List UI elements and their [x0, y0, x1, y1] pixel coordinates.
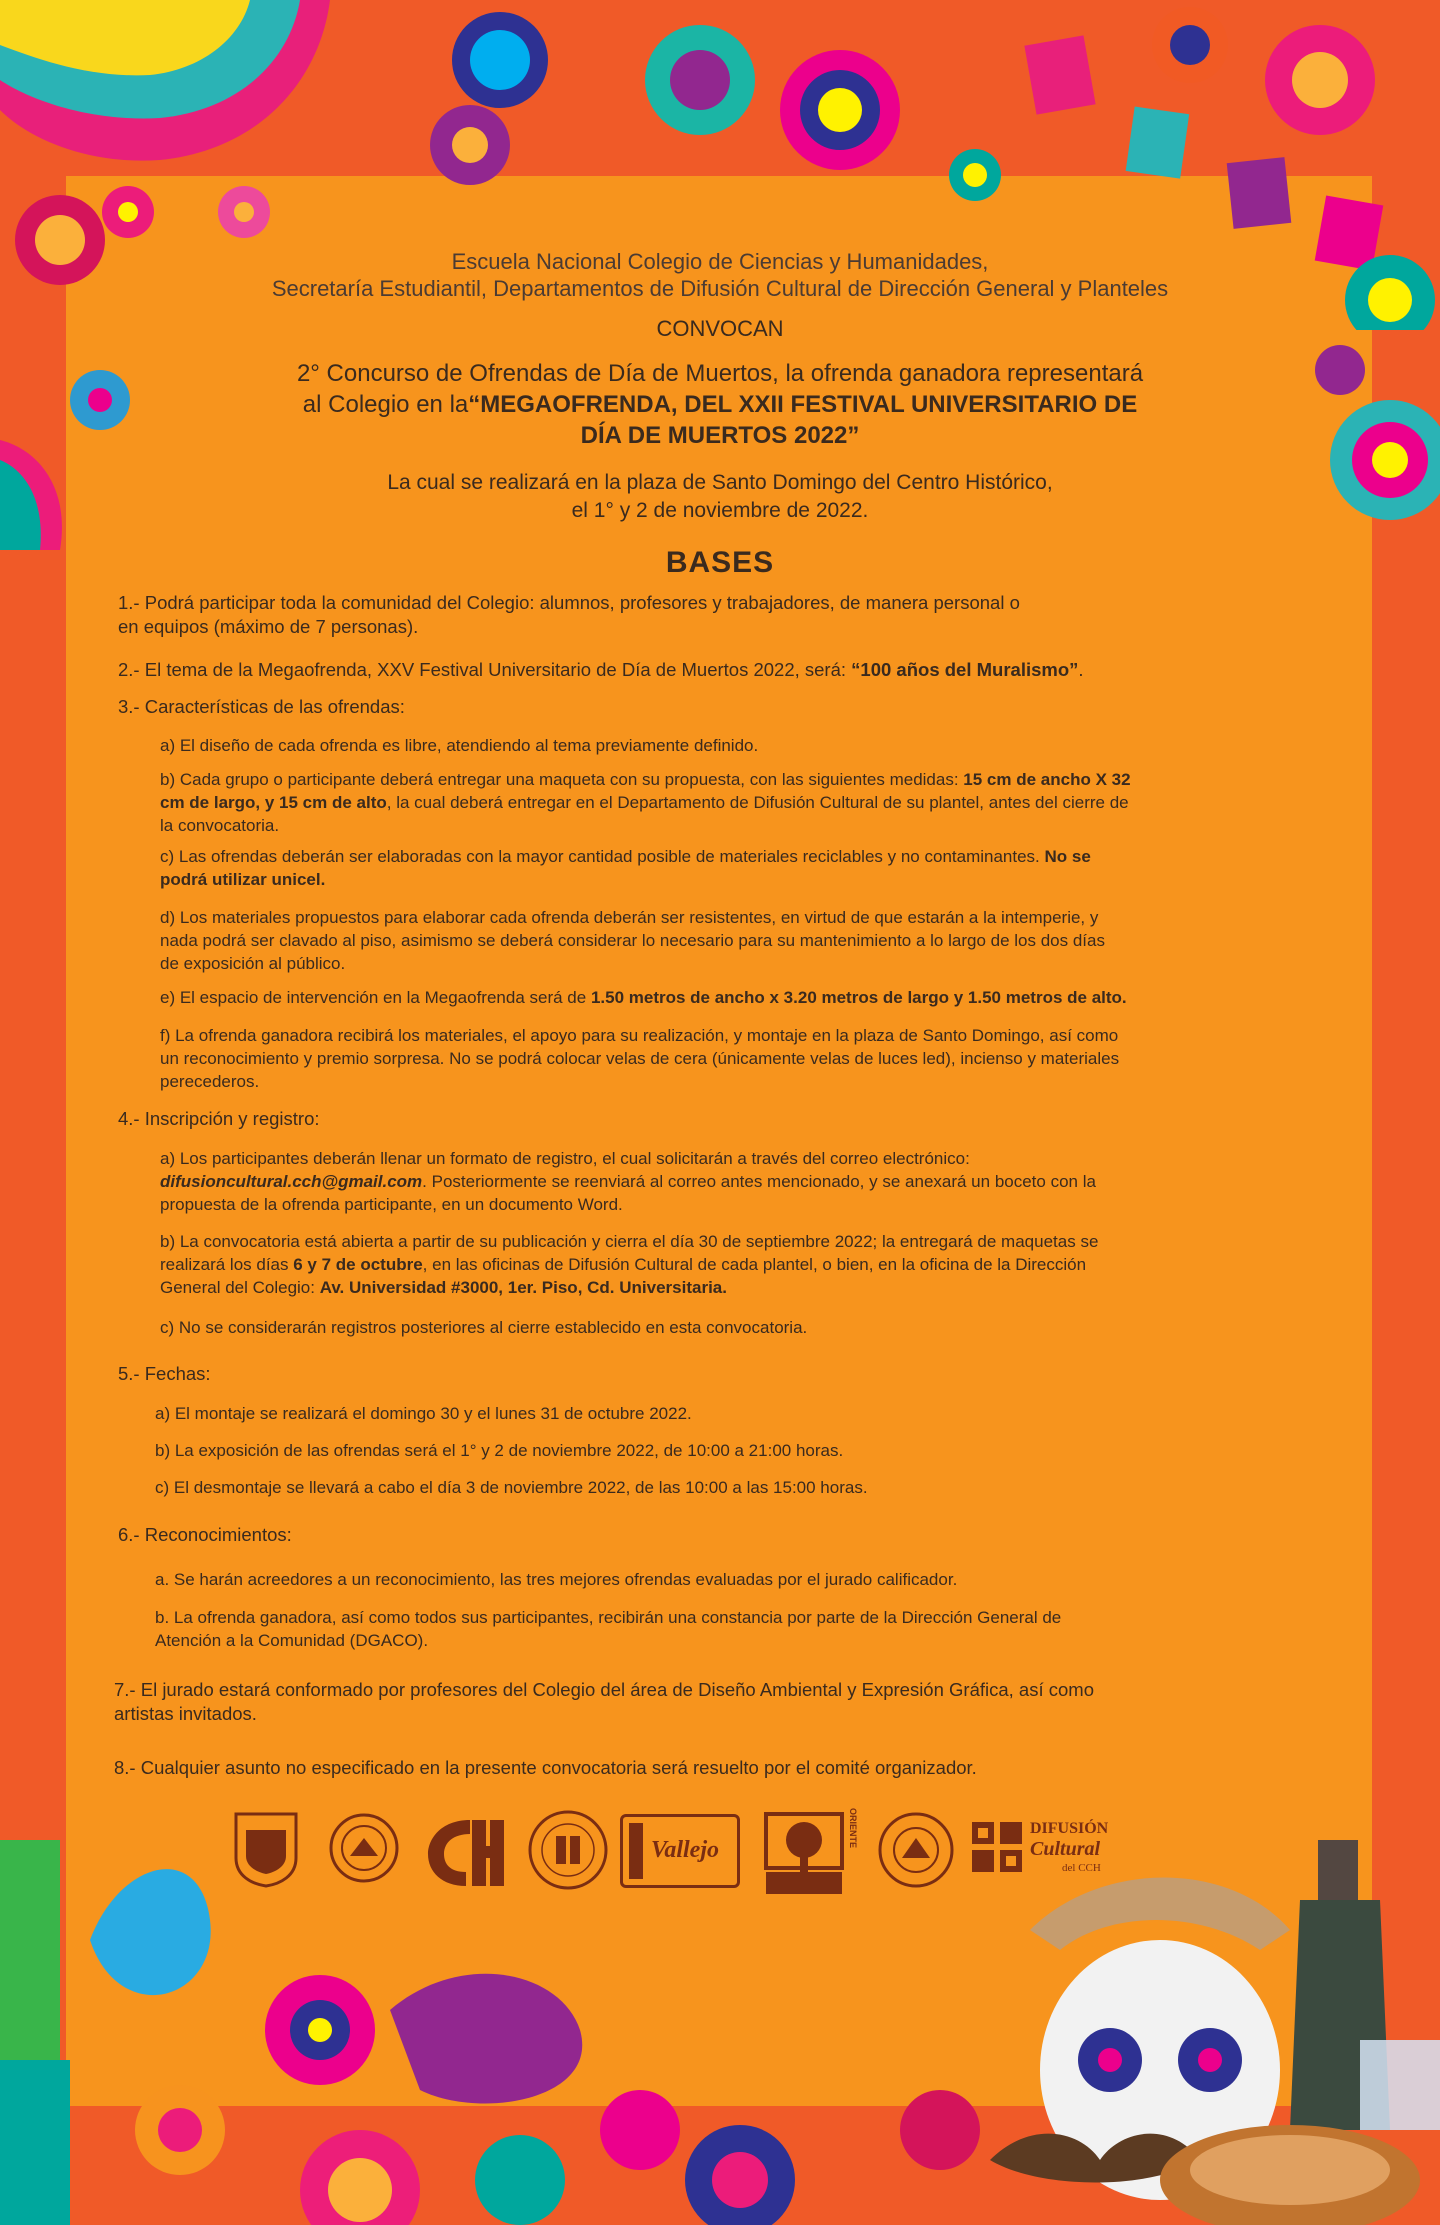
- base-3b: [160, 768, 1131, 837]
- base-3b-line-1-bold: 15 cm de ancho X 32: [963, 770, 1131, 789]
- difusion-cultural-mark: [970, 1820, 1026, 1880]
- organizer-line-1: Escuela Nacional Colegio de Ciencias y Humanidades,: [451, 249, 989, 274]
- base-4b-line-1: b) La convocatoria está abierta a partir de su publicación y cierra el día 30 de septiembre 2022; la entregará de maquetas se: [160, 1232, 1099, 1251]
- base-5a: a) El montaje se realizará el domingo 30 y el lunes 31 de octubre 2022.: [155, 1404, 692, 1423]
- cultural-label: Cultural: [1030, 1838, 1101, 1860]
- institution-logos: [230, 1808, 1110, 1908]
- base-3d-line-1: d) Los materiales propuestos para elaborar cada ofrenda deberán ser resistentes, en virtud de que estarán a la intemperie, y: [160, 908, 1099, 927]
- base-3c-line-1-plain: c) Las ofrendas deberán ser elaboradas con la mayor cantidad posible de materiales reciclables y no contaminantes.: [160, 847, 1045, 866]
- base-3b-line-2: [160, 791, 1131, 814]
- naucalpan-logo: [526, 1808, 610, 1892]
- base-3e: [160, 986, 1127, 1009]
- base-3f-line-3: perecederos.: [160, 1072, 260, 1091]
- base-2-end: .: [1078, 659, 1084, 680]
- base-3c-line-2: [160, 868, 1091, 891]
- base-3e-plain: e) El espacio de intervención en la Megaofrenda será de: [160, 988, 591, 1007]
- base-3c-line-1: [160, 845, 1091, 868]
- event-location: [260, 469, 1180, 525]
- base-4b-line-3-plain: General del Colegio:: [160, 1278, 320, 1297]
- base-4b-line-2: [160, 1253, 1098, 1276]
- base-3c: [160, 845, 1091, 891]
- base-4b-line-3-bold: Av. Universidad #3000, 1er. Piso, Cd. Universitaria.: [319, 1278, 727, 1297]
- base-4a-line-1: a) Los participantes deberán llenar un formato de registro, el cual solicitarán a través del correo electrónico:: [160, 1149, 970, 1168]
- base-4a-line-2: [160, 1170, 1096, 1193]
- cch-logo: [420, 1812, 510, 1892]
- title-line-2-bold: “MEGAOFRENDA, DEL XXII FESTIVAL UNIVERSITARIO DE: [468, 391, 1138, 418]
- base-4-title: 4.- Inscripción y registro:: [118, 1108, 320, 1129]
- base-1: [118, 591, 1020, 639]
- base-3c-line-2-bold: podrá utilizar unicel.: [160, 870, 326, 889]
- vallejo-logo-text: Vallejo: [651, 1837, 720, 1863]
- location-line-1: La cual se realizará en la plaza de Santo Domingo del Centro Histórico,: [387, 471, 1053, 494]
- base-3c-line-1-bold: No se: [1044, 847, 1091, 866]
- base-1-line-2: en equipos (máximo de 7 personas).: [118, 616, 419, 637]
- base-3f-line-1: f) La ofrenda ganadora recibirá los materiales, el apoyo para su realización, y montaje en la plaza de Santo Domingo, así como: [160, 1026, 1119, 1045]
- base-3a: a) El diseño de cada ofrenda es libre, atendiendo al tema previamente definido.: [160, 736, 759, 755]
- base-1-line-1: 1.- Podrá participar toda la comunidad del Colegio: alumnos, profesores y trabajadores, de manera personal o: [118, 592, 1020, 613]
- location-line-2: el 1° y 2 de noviembre de 2022.: [571, 499, 869, 522]
- base-8: 8.- Cualquier asunto no especificado en la presente convocatoria será resuelto por el comité organizador.: [114, 1757, 977, 1778]
- vallejo-logo-bars: [629, 1823, 643, 1879]
- base-4b-line-2-plain-2: , en las oficinas de Difusión Cultural de cada plantel, o bien, en la oficina de la Dirección: [422, 1255, 1087, 1274]
- base-3b-line-3: la convocatoria.: [160, 816, 280, 835]
- base-4a-line-3: propuesta de la ofrenda participante, en un documento Word.: [160, 1195, 623, 1214]
- contact-email: difusioncultural.cch@gmail.com: [160, 1172, 423, 1191]
- title-line-3: [190, 420, 1250, 451]
- title-line-2-plain: al Colegio en la: [302, 391, 469, 418]
- base-3d-line-3: de exposición al público.: [160, 954, 346, 973]
- base-6b-line-1: b. La ofrenda ganadora, así como todos sus participantes, recibirán una constancia por parte de la Dirección General de: [155, 1608, 1062, 1627]
- base-4b-line-2-bold: 6 y 7 de octubre: [293, 1255, 423, 1274]
- base-6b-line-2: Atención a la Comunidad (DGACO).: [155, 1631, 429, 1650]
- base-5-title: 5.- Fechas:: [118, 1363, 211, 1384]
- base-3f: [160, 1024, 1119, 1093]
- base-3f-line-2: un reconocimiento y premio sorpresa. No se podrá colocar velas de cera (únicamente velas de luces led), incienso y materiales: [160, 1049, 1120, 1068]
- organizer-line-2: Secretaría Estudiantil, Departamentos de Difusión Cultural de Dirección General y Planteles: [271, 276, 1169, 301]
- base-4b-line-2-plain-1: realizará los días: [160, 1255, 294, 1274]
- oriente-logo-mark: [760, 1808, 848, 1898]
- base-4b: [160, 1230, 1098, 1299]
- base-4c: c) No se considerarán registros posteriores al cierre establecido en esta convocatoria.: [160, 1318, 808, 1337]
- plantel-sur-logo: [876, 1810, 956, 1890]
- cch-seal-logo: [328, 1812, 400, 1884]
- unam-logo: [230, 1808, 302, 1888]
- base-6b: [155, 1606, 1061, 1652]
- base-6-title: 6.- Reconocimientos:: [118, 1524, 292, 1545]
- base-5c: c) El desmontaje se llevará a cabo el día 3 de noviembre 2022, de las 10:00 a las 15:00 horas.: [155, 1478, 868, 1497]
- base-7-line-2: artistas invitados.: [114, 1703, 257, 1724]
- base-3-title: 3.- Características de las ofrendas:: [118, 696, 405, 717]
- base-3e-bold: 1.50 metros de ancho x 3.20 metros de largo y 1.50 metros de alto.: [590, 988, 1127, 1007]
- base-3b-line-2-plain: , la cual deberá entregar en el Departamento de Difusión Cultural de su plantel, antes del cierre de: [386, 793, 1129, 812]
- convocan-heading: CONVOCAN: [656, 316, 784, 341]
- base-7-line-1: 7.- El jurado estará conformado por profesores del Colegio del área de Diseño Ambiental y Expresión Gráfica, así como: [114, 1679, 1094, 1700]
- cch-logo-mark: [420, 1812, 510, 1892]
- base-3b-line-1-plain: b) Cada grupo o participante deberá entregar una maqueta con su propuesta, con las siguientes medidas:: [160, 770, 964, 789]
- base-2-theme: “100 años del Muralismo”: [851, 659, 1079, 680]
- base-3d-line-2: nada podrá ser clavado al piso, asimismo se deberá considerar lo necesario para su mantenimiento a lo largo de los dos días: [160, 931, 1105, 950]
- title-line-3-bold: DÍA DE MUERTOS 2022”: [580, 422, 860, 449]
- title-line-2: [190, 389, 1250, 420]
- base-3b-line-1: [160, 768, 1131, 791]
- del-cch-label: del CCH: [1062, 1862, 1101, 1874]
- oriente-label: ORIENTE: [848, 1808, 858, 1849]
- contest-title: [190, 358, 1250, 451]
- base-6a: a. Se harán acreedores a un reconocimiento, las tres mejores ofrendas evaluadas por el jurado calificador.: [155, 1570, 958, 1589]
- difusion-label: DIFUSIÓN: [1030, 1820, 1109, 1837]
- vallejo-logo: [620, 1814, 740, 1888]
- base-3b-line-2-bold: cm de largo, y 15 cm de alto: [160, 793, 387, 812]
- base-2: [118, 658, 1084, 682]
- base-4a-line-2-plain: . Posteriormente se reenviará al correo antes mencionado, y se anexará un boceto con la: [422, 1172, 1096, 1191]
- oriente-logo: [760, 1808, 860, 1898]
- base-5b: b) La exposición de las ofrendas será el 1° y 2 de noviembre 2022, de 10:00 a 21:00 horas.: [155, 1441, 844, 1460]
- base-4b-line-3: [160, 1276, 1098, 1299]
- base-2-text: 2.- El tema de la Megaofrenda, XXV Festival Universitario de Día de Muertos 2022, será:: [118, 659, 852, 680]
- title-line-1: 2° Concurso de Ofrendas de Día de Muertos, la ofrenda ganadora representará: [296, 360, 1144, 387]
- base-7: [114, 1678, 1094, 1726]
- base-4a: [160, 1147, 1096, 1216]
- base-3d: [160, 906, 1105, 975]
- bases-heading: BASES: [665, 546, 775, 579]
- difusion-cultural-logo: [970, 1818, 1110, 1888]
